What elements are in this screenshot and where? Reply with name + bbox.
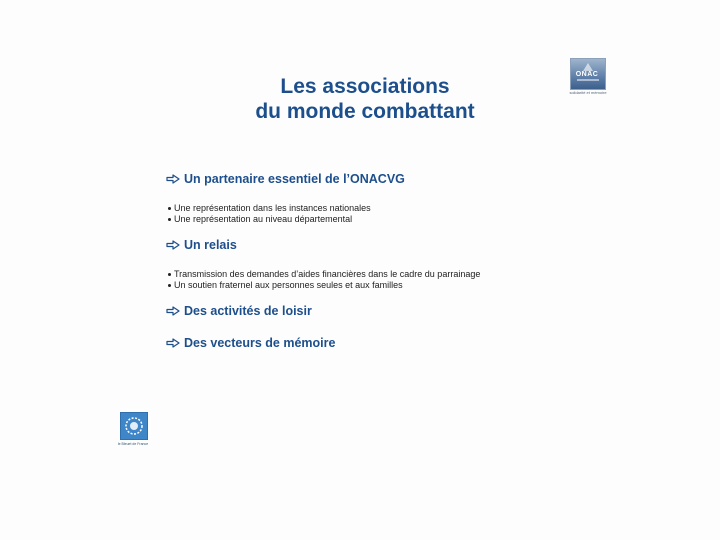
bleuet-logo-caption: le Bleuet de France bbox=[117, 442, 149, 446]
bleuet-de-france-logo-icon bbox=[120, 412, 148, 440]
list-item-text: Un soutien fraternel aux personnes seules et aux familles bbox=[174, 280, 403, 290]
section-bullets-partenaire bbox=[168, 203, 371, 225]
section-heading-partenaire bbox=[166, 172, 405, 186]
arrow-right-icon bbox=[166, 174, 180, 184]
bullet-icon bbox=[168, 273, 171, 276]
list-item bbox=[168, 214, 371, 225]
arrow-right-icon bbox=[166, 306, 180, 316]
slide-title bbox=[180, 74, 550, 124]
section-heading-label: Un relais bbox=[184, 238, 237, 252]
list-item bbox=[168, 269, 480, 280]
bullet-icon bbox=[168, 218, 171, 221]
title-line-2: du monde combattant bbox=[255, 100, 475, 123]
section-heading-label: Un partenaire essentiel de l’ONACVG bbox=[184, 172, 405, 186]
list-item-text: Une représentation au niveau départemental bbox=[174, 214, 353, 224]
list-item bbox=[168, 203, 371, 214]
section-heading-relais bbox=[166, 238, 237, 252]
list-item-text: Transmission des demandes d’aides financières dans le cadre du parrainage bbox=[174, 269, 481, 279]
arrow-right-icon bbox=[166, 240, 180, 250]
arrow-right-icon bbox=[166, 338, 180, 348]
section-heading-label: Des vecteurs de mémoire bbox=[184, 336, 336, 350]
bullet-icon bbox=[168, 284, 171, 287]
section-heading-loisir bbox=[166, 304, 312, 318]
list-item-text: Une représentation dans les instances nationales bbox=[174, 203, 371, 213]
onac-logo bbox=[566, 58, 610, 98]
title-line-1: Les associations bbox=[280, 75, 450, 98]
section-bullets-relais bbox=[168, 269, 480, 291]
bleuet-de-france-logo bbox=[116, 412, 150, 458]
list-item bbox=[168, 280, 480, 291]
section-heading-memoire bbox=[166, 336, 335, 350]
cornflower-icon bbox=[121, 413, 147, 439]
bullet-icon bbox=[168, 207, 171, 210]
section-heading-label: Des activités de loisir bbox=[184, 304, 312, 318]
onac-logo-caption: solidarité et mémoire bbox=[569, 90, 607, 95]
onac-logo-text: ONAC bbox=[575, 71, 599, 78]
